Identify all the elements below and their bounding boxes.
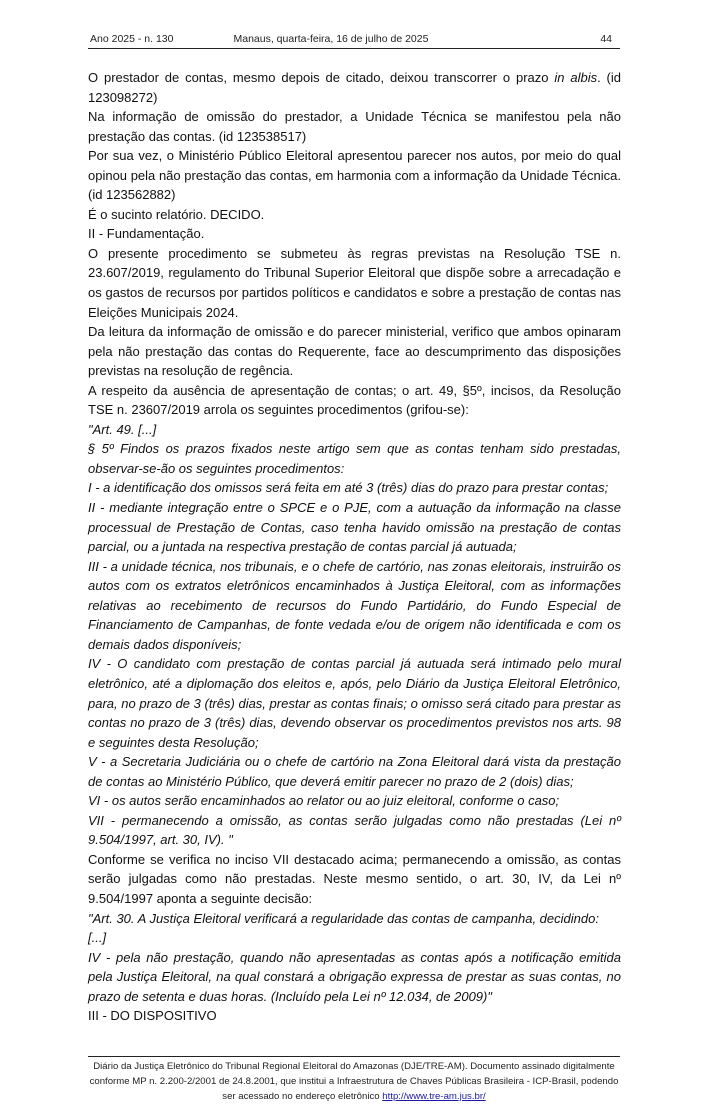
paragraph: Na informação de omissão do prestador, a Unidade Técnica se manifestou pela não prestação das contas. (id 123538517) bbox=[88, 109, 621, 144]
page-header bbox=[88, 30, 620, 49]
page-spacer bbox=[88, 1026, 620, 1056]
document-page bbox=[88, 0, 620, 1112]
quote-line: § 5º Findos os prazos fixados neste artigo sem que as contas tenham sido prestadas, observar-se-ão os seguintes procedimentos: bbox=[88, 441, 621, 476]
footer-text: ser acessado no endereço eletrônico bbox=[222, 1091, 383, 1103]
text: . (id 123098272) bbox=[88, 70, 622, 105]
quote-line: V - a Secretaria Judiciária ou o chefe de cartório na Zona Eleitoral dará vista da prestação de contas ao Ministério Público, que deverá emitir parecer no prazo de 2 (dois) dias; bbox=[88, 754, 621, 789]
paragraph: Da leitura da informação de omissão e do parecer ministerial, verifico que ambos opinaram pela não prestação das contas do Requerente, face ao descumprimento das disposições previstas na resolução de regência. bbox=[88, 324, 621, 379]
footer-line: Diário da Justiça Eletrônico do Tribunal Regional Eleitoral do Amazonas (DJE/TRE-AM). Documento assinado digitalmente bbox=[93, 1060, 615, 1072]
document-body bbox=[88, 68, 621, 1026]
paragraph: Por sua vez, o Ministério Público Eleitoral apresentou parecer nos autos, por meio do qual opinou pela não prestação das contas, em harmonia com a informação da Unidade Técnica. (id 123562882) bbox=[88, 148, 621, 203]
paragraph: O presente procedimento se submeteu às regras previstas na Resolução TSE n. 23.607/2019, regulamento do Tribunal Superior Eleitoral que dispõe sobre a arrecadação e os gastos de recursos por partidos políticos e candidatos e sobre a prestação de contas nas Eleições Municipais 2024. bbox=[88, 245, 621, 320]
quote-line: VI - os autos serão encaminhados ao relator ou ao juiz eleitoral, conforme o caso; bbox=[88, 793, 560, 809]
paragraph: É o sucinto relatório. DECIDO. bbox=[88, 206, 265, 222]
footer-line bbox=[88, 1089, 620, 1104]
place-date: Manaus, quarta-feira, 16 de julho de 2025 bbox=[233, 33, 429, 45]
paragraph: Conforme se verifica no inciso VII destacado acima; permanecendo a omissão, as contas serão julgadas como não prestadas. Neste mesmo sentido, o art. 30, IV, da Lei nº 9.504/1997 aponta a seguinte decisão: bbox=[88, 851, 621, 906]
quote-line: "Art. 30. A Justiça Eleitoral verificará a regularidade das contas de campanha, decidindo: bbox=[88, 910, 599, 926]
latin-term: in albis bbox=[554, 70, 598, 85]
quote-line: IV - pela não prestação, quando não apresentadas as contas após a notificação emitida pela Justiça Eleitoral, na qual constará a obrigação expressa de prestar as suas contas, no prazo de setenta e duas horas. (Incluído pela Lei nº 12.034, de 2009)" bbox=[88, 949, 621, 1004]
page-footer bbox=[88, 1056, 620, 1112]
quote-line: III - a unidade técnica, nos tribunais, e o chefe de cartório, nas zonas eleitorais, instruirão os autos com os extratos eletrônicos encaminhados à Justiça Eleitoral, com as informações relativas ao recebimento de recursos do Fundo Partidário, do Fundo Especial de Financiamento de Campanhas, de fonte vedada e/ou de origem não identificada e com os demais dados disponíveis; bbox=[88, 558, 621, 652]
quote-line: VII - permanecendo a omissão, as contas serão julgadas como não prestadas (Lei nº 9.504/1997, art. 30, IV). " bbox=[88, 812, 621, 848]
footer-line: conforme MP n. 2.200-2/2001 de 24.8.2001, que institui a Infraestrutura de Chaves Públicas Brasileira - ICP-Brasil, podendo bbox=[89, 1076, 619, 1087]
section-heading: III - DO DISPOSITIVO bbox=[88, 1008, 217, 1024]
page-number: 44 bbox=[600, 33, 612, 45]
paragraph: A respeito da ausência de apresentação de contas; o art. 49, §5º, incisos, da Resolução TSE n. 23607/2019 arrola os seguintes procedimentos (grifou-se): bbox=[88, 382, 621, 418]
quote-line: II - mediante integração entre o SPCE e o PJE, com a autuação da informação na classe processual de Prestação de Contas, caso tenha havido omissão na prestação de contas parcial, ou a juntada na respectiva prestação de contas parcial já autuada; bbox=[88, 500, 621, 555]
edition-label: Ano 2025 - n. 130 bbox=[90, 33, 174, 45]
paragraph bbox=[88, 68, 621, 107]
quote-line: I - a identificação dos omissos será feita em até 3 (três) dias do prazo para prestar contas; bbox=[88, 480, 609, 496]
quote-line: [...] bbox=[88, 930, 107, 946]
tre-am-link[interactable]: http://www.tre-am.jus.br/ bbox=[382, 1091, 486, 1103]
quote-line: "Art. 49. [...] bbox=[88, 421, 157, 437]
quote-line: IV - O candidato com prestação de contas parcial já autuada será intimado pelo mural eletrônico, até a diplomação dos eleitos e, após, pelo Diário da Justiça Eleitoral Eletrônico, para, no prazo de 3 (três) dias, prestar as contas finais; o omisso será citado para prestar as contas no prazo de 3 (três) dias, devendo observar os procedimentos previstos nos arts. 98 e seguintes desta Resolução; bbox=[88, 656, 621, 750]
section-heading: II - Fundamentação. bbox=[88, 226, 205, 242]
text: O prestador de contas, mesmo depois de citado, deixou transcorrer o prazo bbox=[88, 70, 555, 85]
